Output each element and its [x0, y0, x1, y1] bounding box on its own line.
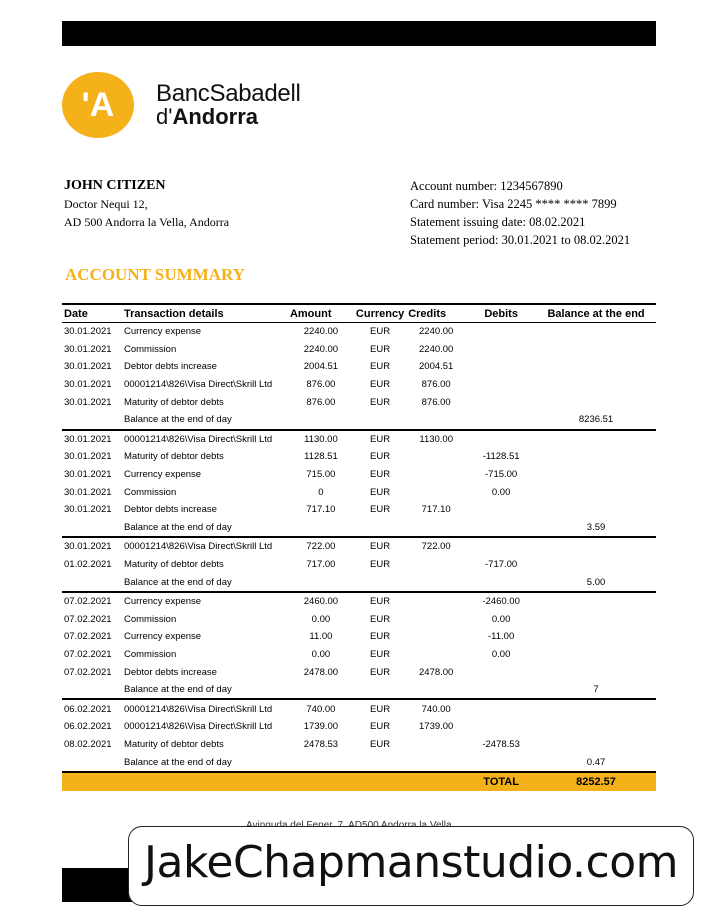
end-of-day-row — [62, 573, 656, 592]
cell-amount — [288, 411, 354, 430]
cell-debits — [466, 501, 536, 519]
bank-name-line1: BancSabadell — [156, 80, 301, 107]
cell-balance — [536, 628, 656, 646]
cell-debits — [466, 663, 536, 681]
table-row — [62, 556, 656, 574]
statement-issuing-date: Statement issuing date: 08.02.2021 — [410, 215, 586, 229]
cell-debits: -717.00 — [485, 559, 518, 571]
cell-details: Debtor debts increase — [123, 361, 217, 373]
cell-amount: 2478.00 — [303, 666, 339, 678]
cell-credits: 717.10 — [421, 504, 451, 516]
table-row — [62, 393, 656, 411]
cell-currency: EUR — [370, 613, 391, 625]
cell-balance: 5.00 — [536, 573, 656, 592]
statement-period: Statement period: 30.01.2021 to 08.02.2021 — [410, 233, 631, 247]
table-header-row — [62, 304, 656, 323]
cell-details: Balance at the end of day — [122, 573, 288, 592]
cell-currency: EUR — [370, 326, 391, 338]
cell-amount: 722.00 — [306, 541, 336, 553]
cell-credits — [406, 573, 466, 592]
cell-credits: 2478.00 — [419, 666, 454, 678]
cell-details: Maturity of debtor debts — [123, 451, 224, 463]
cell-debits — [466, 393, 536, 411]
cell-credits: 1130.00 — [419, 433, 453, 445]
header-date: Date — [62, 304, 122, 323]
cell-credits — [406, 646, 466, 664]
cell-date — [62, 519, 122, 538]
cell-amount: 2004.51 — [303, 361, 339, 373]
cell-amount: 715.00 — [306, 469, 336, 481]
cell-details: 00001214\826\Visa Direct\Skrill Ltd — [123, 721, 273, 733]
table-row — [62, 323, 656, 341]
total-value: 8252.57 — [536, 772, 656, 791]
cell-amount: 1128.51 — [304, 451, 338, 463]
cell-details: 00001214\826\Visa Direct\Skrill Ltd — [123, 379, 273, 391]
cell-debits: -1128.51 — [482, 451, 520, 463]
header-debits: Debits — [466, 304, 536, 323]
cell-credits: 1739.00 — [419, 721, 454, 733]
cell-currency: EUR — [370, 379, 391, 391]
cell-debits: -11.00 — [488, 631, 515, 643]
cell-balance — [536, 323, 656, 341]
total-label: TOTAL — [466, 772, 536, 791]
cell-details: 00001214\826\Visa Direct\Skrill Ltd — [123, 703, 273, 715]
cell-date: 30.01.2021 — [64, 451, 112, 463]
end-of-day-row — [62, 681, 656, 700]
cell-date: 30.01.2021 — [64, 326, 112, 338]
cell-balance — [536, 393, 656, 411]
cell-currency: EUR — [370, 396, 391, 408]
cell-balance — [536, 501, 656, 519]
cell-date: 07.02.2021 — [64, 666, 112, 678]
cell-credits — [406, 483, 466, 501]
cell-date: 07.02.2021 — [64, 648, 112, 660]
cell-date: 01.02.2021 — [64, 559, 112, 571]
cell-date: 30.01.2021 — [64, 343, 112, 355]
cell-credits — [406, 736, 466, 754]
cell-date: 30.01.2021 — [64, 396, 112, 408]
table-row — [62, 663, 656, 681]
table-row — [62, 628, 656, 646]
cell-balance — [536, 466, 656, 484]
cell-amount — [288, 753, 354, 772]
header-black-bar — [62, 21, 656, 46]
end-of-day-row — [62, 519, 656, 538]
table-row — [62, 341, 656, 359]
bank-name-prefix: d' — [156, 104, 173, 129]
cell-details: Maturity of debtor debts — [123, 559, 224, 571]
cell-currency — [354, 519, 406, 538]
cell-balance — [536, 646, 656, 664]
end-of-day-row — [62, 411, 656, 430]
cell-details: Debtor debts increase — [123, 504, 217, 516]
cell-date: 06.02.2021 — [64, 703, 112, 715]
cell-amount: 2460.00 — [303, 596, 339, 608]
cell-debits: 0.00 — [491, 613, 511, 625]
cell-currency — [354, 753, 406, 772]
table-row — [62, 483, 656, 501]
cell-currency — [354, 411, 406, 430]
transactions-table — [62, 303, 656, 791]
cell-details: Commission — [123, 648, 177, 660]
bank-name-line2 — [156, 104, 258, 130]
cell-currency: EUR — [370, 469, 391, 481]
cell-date: 06.02.2021 — [64, 721, 112, 733]
table-row — [62, 466, 656, 484]
cell-date — [62, 753, 122, 772]
cell-currency: EUR — [370, 433, 391, 445]
customer-address-line1: Doctor Nequi 12, — [64, 197, 148, 211]
cell-date: 08.02.2021 — [64, 738, 112, 750]
customer-name: JOHN CITIZEN — [64, 178, 166, 193]
cell-currency: EUR — [370, 648, 391, 660]
end-of-day-row — [62, 753, 656, 772]
cell-credits — [406, 556, 466, 574]
cell-balance — [536, 448, 656, 466]
logo-glyph: 'A — [81, 86, 115, 124]
cell-balance — [536, 483, 656, 501]
cell-details: Currency expense — [123, 469, 202, 481]
cell-details: Maturity of debtor debts — [123, 738, 224, 750]
cell-debits: 0.00 — [491, 486, 511, 498]
cell-credits — [406, 628, 466, 646]
cell-debits — [466, 753, 536, 772]
table-row — [62, 448, 656, 466]
cell-currency: EUR — [370, 559, 391, 571]
cell-date: 07.02.2021 — [64, 596, 112, 608]
cell-currency — [354, 681, 406, 700]
cell-date: 30.01.2021 — [64, 379, 112, 391]
cell-credits — [406, 466, 466, 484]
cell-balance — [536, 699, 656, 718]
cell-debits — [466, 537, 536, 556]
cell-debits — [466, 376, 536, 394]
cell-credits: 722.00 — [421, 541, 451, 553]
cell-details: Currency expense — [123, 631, 202, 643]
bank-name-bold: Andorra — [172, 104, 258, 129]
cell-balance — [536, 611, 656, 629]
total-filler — [406, 772, 466, 791]
cell-amount: 717.00 — [306, 559, 336, 571]
cell-amount: 876.00 — [306, 396, 336, 408]
cell-debits — [466, 341, 536, 359]
cell-balance — [536, 358, 656, 376]
cell-amount: 876.00 — [306, 379, 336, 391]
table-row — [62, 358, 656, 376]
account-number: Account number: 1234567890 — [410, 179, 563, 193]
cell-currency: EUR — [370, 596, 391, 608]
cell-balance — [536, 592, 656, 611]
cell-debits — [466, 699, 536, 718]
cell-amount: 1739.00 — [303, 721, 339, 733]
cell-date — [62, 573, 122, 592]
cell-debits — [466, 358, 536, 376]
header-amount: Amount — [288, 304, 354, 323]
cell-currency: EUR — [370, 738, 391, 750]
cell-balance — [536, 430, 656, 449]
cell-balance — [536, 663, 656, 681]
table-row — [62, 718, 656, 736]
cell-date — [62, 681, 122, 700]
cell-date: 30.01.2021 — [64, 486, 112, 498]
cell-debits: -715.00 — [485, 469, 518, 481]
cell-balance: 3.59 — [536, 519, 656, 538]
table-row — [62, 501, 656, 519]
cell-balance: 8236.51 — [536, 411, 656, 430]
table-row — [62, 736, 656, 754]
cell-amount: 740.00 — [306, 703, 336, 715]
cell-balance — [536, 718, 656, 736]
cell-debits — [466, 430, 536, 449]
cell-details: Commission — [123, 613, 177, 625]
cell-date: 30.01.2021 — [64, 541, 112, 553]
cell-balance — [536, 376, 656, 394]
header-details: Transaction details — [122, 304, 288, 323]
cell-amount: 717.10 — [306, 504, 336, 516]
cell-balance: 0.47 — [536, 753, 656, 772]
cell-details: Balance at the end of day — [122, 753, 288, 772]
cell-credits: 2240.00 — [419, 326, 454, 338]
cell-details: Debtor debts increase — [123, 666, 217, 678]
cell-currency: EUR — [370, 343, 391, 355]
cell-amount: 0 — [318, 486, 324, 498]
cell-credits — [406, 592, 466, 611]
account-info-block — [410, 177, 630, 249]
header-credits: Credits — [406, 304, 466, 323]
cell-date: 30.01.2021 — [64, 433, 112, 445]
cell-currency: EUR — [370, 631, 391, 643]
cell-currency: EUR — [370, 504, 391, 516]
cell-date: 07.02.2021 — [64, 613, 112, 625]
cell-credits: 876.00 — [421, 379, 451, 391]
cell-amount: 2478.53 — [303, 738, 339, 750]
cell-amount: 2240.00 — [303, 343, 339, 355]
bank-logo-icon — [62, 72, 134, 138]
table-row — [62, 611, 656, 629]
cell-currency — [354, 573, 406, 592]
cell-currency: EUR — [370, 361, 391, 373]
table-row — [62, 699, 656, 718]
total-row — [62, 772, 656, 791]
cell-currency: EUR — [370, 721, 391, 733]
cell-amount — [288, 519, 354, 538]
cell-balance — [536, 341, 656, 359]
cell-currency: EUR — [370, 451, 391, 463]
cell-credits — [406, 519, 466, 538]
table-body — [62, 323, 656, 791]
cell-debits — [466, 573, 536, 592]
cell-date: 07.02.2021 — [64, 631, 112, 643]
cell-details: Balance at the end of day — [122, 681, 288, 700]
cell-amount: 1130.00 — [304, 433, 338, 445]
cell-currency: EUR — [370, 486, 391, 498]
cell-details: Maturity of debtor debts — [123, 396, 224, 408]
cell-details: Balance at the end of day — [122, 411, 288, 430]
cell-credits: 2004.51 — [419, 361, 454, 373]
cell-details: Commission — [123, 343, 177, 355]
account-summary-title: ACCOUNT SUMMARY — [65, 265, 245, 284]
cell-date: 30.01.2021 — [64, 469, 112, 481]
cell-credits: 740.00 — [421, 703, 451, 715]
table-row — [62, 430, 656, 449]
cell-credits: 876.00 — [421, 396, 451, 408]
cell-currency: EUR — [370, 666, 391, 678]
customer-address-line2: AD 500 Andorra la Vella, Andorra — [64, 215, 230, 229]
cell-details: Currency expense — [123, 596, 202, 608]
customer-block — [64, 177, 229, 231]
cell-credits: 2240.00 — [419, 343, 454, 355]
cell-currency: EUR — [370, 703, 391, 715]
cell-details: 00001214\826\Visa Direct\Skrill Ltd — [123, 541, 273, 553]
cell-balance — [536, 537, 656, 556]
table-row — [62, 376, 656, 394]
cell-details: Currency expense — [123, 326, 202, 338]
total-filler — [288, 772, 354, 791]
cell-amount: 0.00 — [311, 648, 331, 660]
table-row — [62, 592, 656, 611]
cell-debits: -2460.00 — [482, 596, 520, 608]
cell-details: Commission — [123, 486, 177, 498]
cell-debits — [466, 718, 536, 736]
cell-date — [62, 411, 122, 430]
cell-credits — [406, 681, 466, 700]
cell-debits — [466, 519, 536, 538]
cell-balance — [536, 736, 656, 754]
card-number: Card number: Visa 2245 **** **** 7899 — [410, 197, 617, 211]
cell-amount — [288, 573, 354, 592]
cell-debits: 0.00 — [491, 648, 511, 660]
cell-credits — [406, 411, 466, 430]
cell-credits — [406, 448, 466, 466]
table-row — [62, 537, 656, 556]
cell-amount: 11.00 — [309, 631, 333, 643]
cell-debits: -2478.53 — [482, 738, 520, 750]
cell-details: 00001214\826\Visa Direct\Skrill Ltd — [123, 433, 273, 445]
watermark-banner — [128, 826, 694, 906]
header-currency: Currency — [354, 304, 406, 323]
header-balance: Balance at the end — [536, 304, 656, 323]
cell-date: 30.01.2021 — [64, 504, 112, 516]
cell-amount: 0.00 — [311, 613, 331, 625]
cell-debits — [466, 323, 536, 341]
total-filler — [122, 772, 288, 791]
cell-balance — [536, 556, 656, 574]
table-row — [62, 646, 656, 664]
watermark-text: JakeChapmanstudio.com — [144, 837, 678, 888]
cell-balance: 7 — [536, 681, 656, 700]
cell-credits — [406, 753, 466, 772]
cell-date: 30.01.2021 — [64, 361, 112, 373]
cell-credits — [406, 611, 466, 629]
cell-amount — [288, 681, 354, 700]
cell-details: Balance at the end of day — [122, 519, 288, 538]
total-filler — [354, 772, 406, 791]
total-filler — [62, 772, 122, 791]
cell-debits — [466, 681, 536, 700]
cell-currency: EUR — [370, 541, 391, 553]
cell-debits — [466, 411, 536, 430]
cell-amount: 2240.00 — [303, 326, 339, 338]
